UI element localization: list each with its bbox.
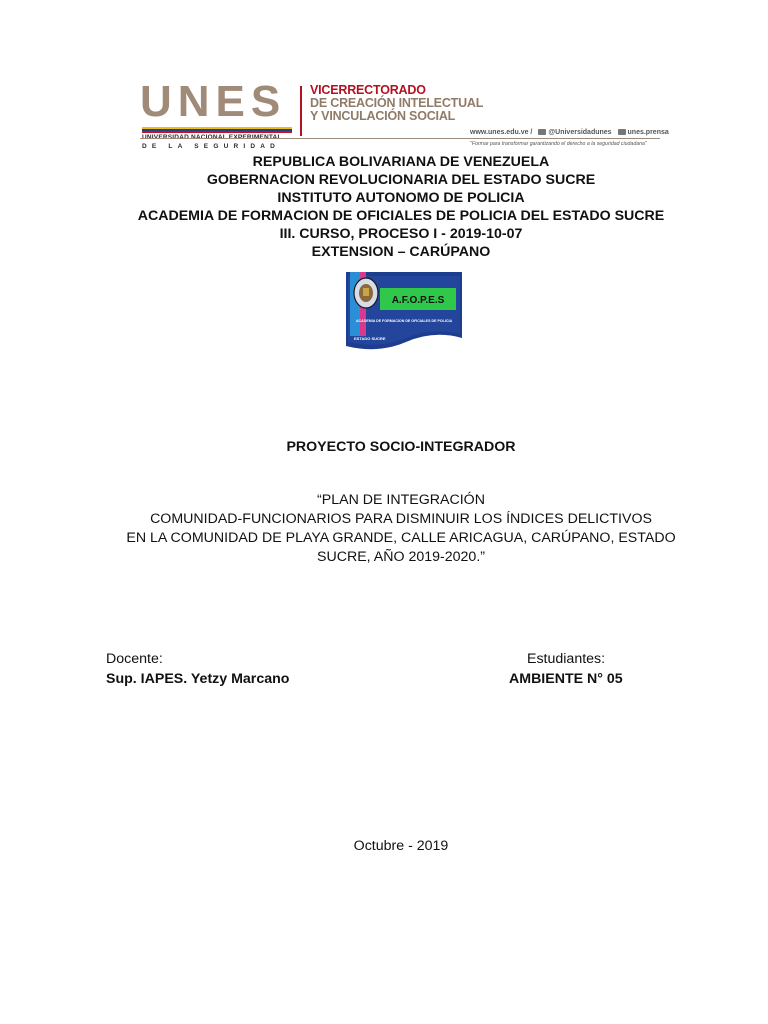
social-handle-1: @Universidadunes <box>548 129 612 136</box>
unes-banner <box>140 77 669 150</box>
document-date: Octubre - 2019 <box>353 838 449 854</box>
social-icon <box>618 129 626 135</box>
docente-name: Sup. IAPES. Yetzy Marcano <box>106 671 290 687</box>
flag-stripe <box>142 127 292 133</box>
afopes-logo <box>344 266 464 352</box>
unes-logo: UNES <box>140 77 287 126</box>
header-line: GOBERNACION REVOLUCIONARIA DEL ESTADO SUCRE <box>206 172 596 188</box>
vice-line1: VICERRECTORADO <box>310 83 426 97</box>
university-name <box>142 134 294 150</box>
website-link: www.unes.edu.ve / <box>470 129 533 136</box>
banner-rule <box>140 138 660 139</box>
header-line: INSTITUTO AUTONOMO DE POLICIA <box>277 190 525 206</box>
logo-subtitle: ACADEMIA DE FORMACION DE OFICIALES DE POLICIA <box>355 319 453 323</box>
docente-label: Docente: <box>106 651 163 667</box>
vice-line2: DE CREACIÓN INTELECTUAL <box>310 96 484 110</box>
header-line: REPUBLICA BOLIVARIANA DE VENEZUELA <box>252 154 550 170</box>
institution-header <box>0 153 768 261</box>
header-line: ACADEMIA DE FORMACION DE OFICIALES DE POLICIA DEL ESTADO SUCRE <box>137 208 665 224</box>
project-type: PROYECTO SOCIO-INTEGRADOR <box>286 439 516 455</box>
project-title-line: COMUNIDAD-FUNCIONARIOS PARA DISMINUIR LOS ÍNDICES DELICTIVOS <box>150 511 652 527</box>
logo-state: ESTADO SUCRE <box>354 336 386 341</box>
header-line: EXTENSION – CARÚPANO <box>311 244 491 260</box>
banner-motto: "Formar para transformar garantizando el derecho a la seguridad ciudadana" <box>470 141 647 147</box>
banner-divider <box>300 86 302 136</box>
logo-title: A.F.O.P.E.S <box>391 295 445 306</box>
estudiantes-label: Estudiantes: <box>527 651 606 667</box>
social-icon <box>538 129 546 135</box>
estudiantes-value: AMBIENTE N° 05 <box>509 671 623 687</box>
header-line: III. CURSO, PROCESO I - 2019-10-07 <box>279 226 523 242</box>
university-name-line2: DE LA SEGURIDAD <box>142 143 281 150</box>
social-handle-2: unes.prensa <box>627 129 669 136</box>
project-title <box>0 491 768 567</box>
project-title-line: SUCRE, AÑO 2019-2020.” <box>317 549 485 565</box>
project-title-line: “PLAN DE INTEGRACIÓN <box>317 492 485 508</box>
vice-line3: Y VINCULACIÓN SOCIAL <box>310 109 456 123</box>
vicerrectorado-title <box>310 84 483 123</box>
project-title-line: EN LA COMUNIDAD DE PLAYA GRANDE, CALLE ARICAGUA, CARÚPANO, ESTADO <box>126 530 676 546</box>
web-links <box>470 129 669 136</box>
